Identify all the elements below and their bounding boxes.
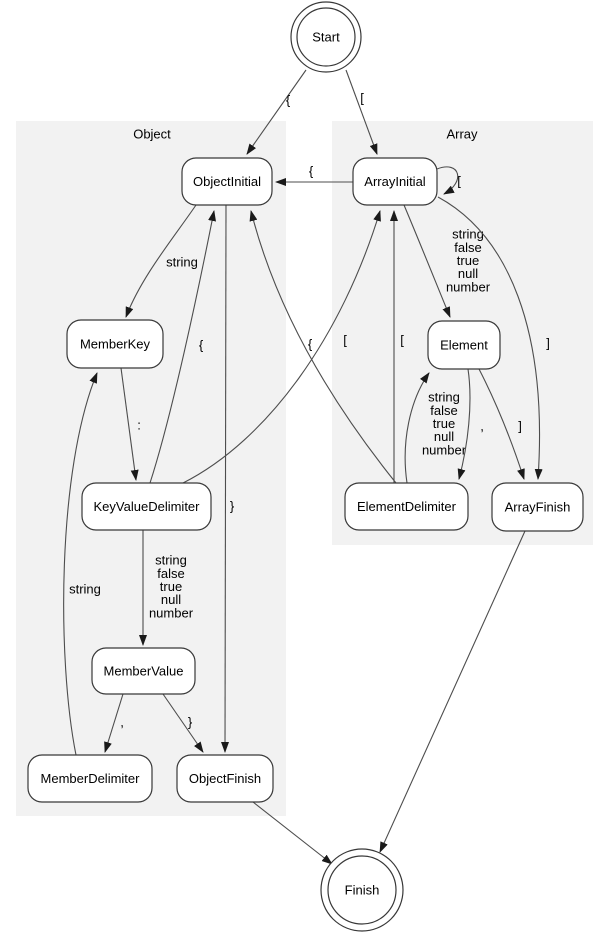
edge-label-objectinitial-objectfinish: } [229,498,235,514]
edge-label-keyvaluedelimiter-membervalue: string false true null number [148,552,194,621]
state-arrayfinish-label: ArrayFinish [504,499,571,515]
state-memberkey-label: MemberKey [79,336,151,352]
edge-label-start-arrayinitial: [ [360,90,364,106]
edge-label-elementdelimiter-objectinitial: { [307,336,313,352]
edge-label-keyvaluedelimiter-objectinitial: { [198,337,204,353]
edge-label-elementdelimiter-arrayinitial: [ [400,332,404,348]
edge-label-arrayinitial-element: string false true null number [445,226,491,295]
edge-label-elementdelimiter-element: string false true null number [421,389,467,458]
edge-label-element-elementdelimiter: , [480,418,484,434]
state-memberdelimiter-label: MemberDelimiter [40,771,140,786]
edge-label-arrayinitial-arrayfinish: ] [546,335,550,351]
state-keyvaluedelimiter-label: KeyValueDelimiter [93,499,200,514]
edge-label-memberdelimiter-memberkey: string [69,581,101,597]
cluster-object-label: Object [133,126,171,142]
edge-objectfinish-finish [253,802,332,864]
state-start-label: Start [312,29,340,45]
edge-label-element-arrayfinish: ] [518,418,522,434]
edge-label-memberkey-keyvaluedelimiter: : [137,417,141,433]
edge-label-membervalue-objectfinish: } [187,714,193,730]
edge-label-start-objectinitial: { [285,92,291,108]
state-elementdelimiter-label: ElementDelimiter [357,499,456,514]
edge-label-membervalue-memberdelimiter: , [120,714,124,730]
state-element-label: Element [440,337,488,353]
edge-label-arrayinitial-arrayinitial: [ [457,173,461,189]
edge-arrayfinish-finish [380,531,525,852]
state-objectinitial-label: ObjectInitial [193,174,261,189]
state-objectfinish-label: ObjectFinish [188,771,262,786]
cluster-array-label: Array [446,126,478,142]
edge-label-keyvaluedelimiter-arrayinitial: [ [343,332,347,348]
edge-label-objectinitial-memberkey: string [166,254,198,270]
state-arrayinitial-label: ArrayInitial [364,174,426,189]
edge-label-arrayinitial-objectinitial: { [308,163,314,179]
cluster-object [16,121,286,816]
state-membervalue-label: MemberValue [103,663,184,679]
state-finish-label: Finish [344,882,380,898]
